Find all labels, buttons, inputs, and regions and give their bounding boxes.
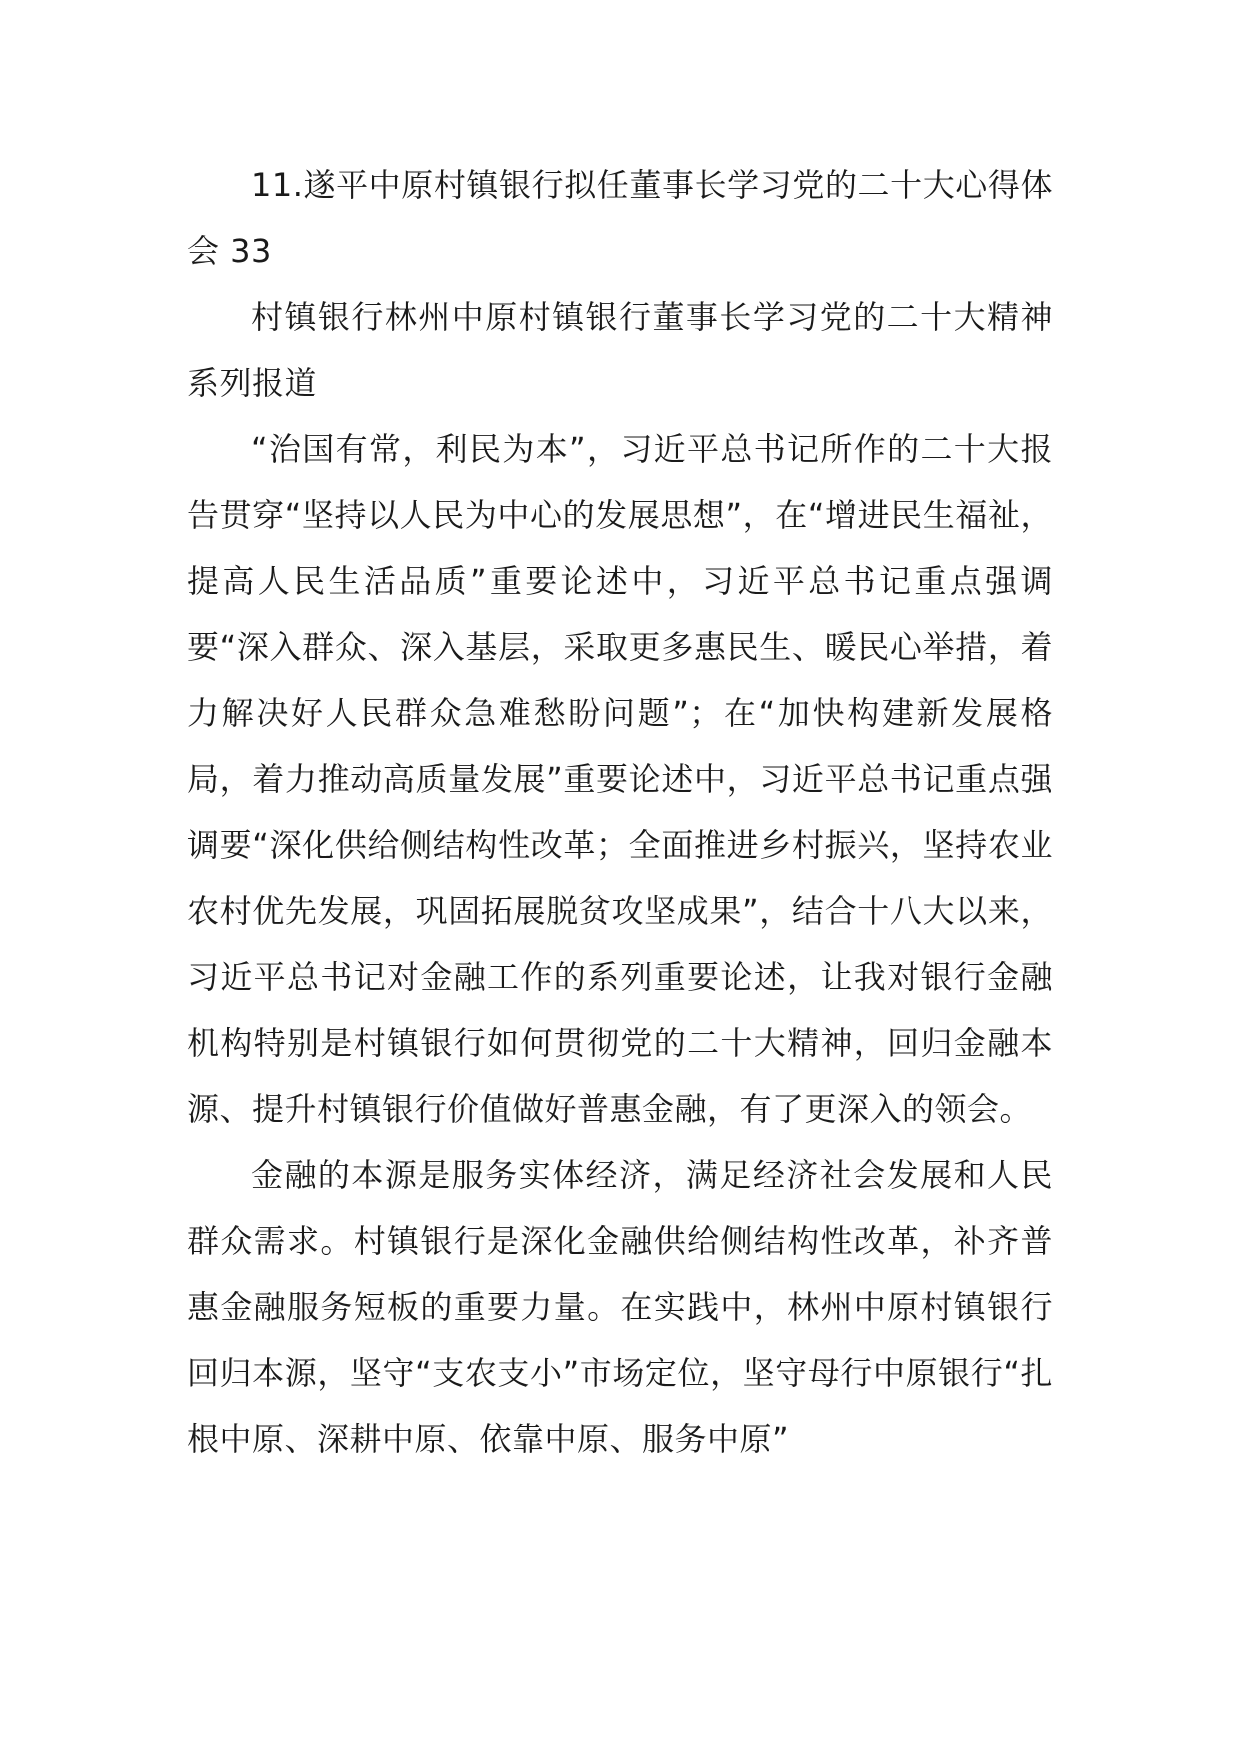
body-paragraph: “治国有常，利民为本”，习近平总书记所作的二十大报告贯穿“坚持以人民为中心的发展思想”，在“增进民生福祉，提高人民生活品质”重要论述中，习近平总书记重点强调要“深入群众、深入基层，采取更多惠民生、暖民心举措，着力解决好人民群众急难愁盼问题”；在“加快构建新发展格局，着力推动高质量发展”重要论述中，习近平总书记重点强调要“深化供给侧结构性改革；全面推进乡村振兴，坚持农业农村优先发展，巩固拓展脱贫攻坚成果”，结合十八大以来，习近平总书记对金融工作的系列重要论述，让我对银行金融机构特别是村镇银行如何贯彻党的二十大精神，回归金融本源、提升村镇银行价值做好普惠金融，有了更深入的领会。 [187,430,1053,1128]
document-page [187,152,1053,1472]
report-title-paragraph: 村镇银行林州中原村镇银行董事长学习党的二十大精神系列报道 [187,298,1053,402]
toc-entry-paragraph: 11.遂平中原村镇银行拟任董事长学习党的二十大心得体会 33 [187,166,1053,270]
body-paragraph: 金融的本源是服务实体经济，满足经济社会发展和人民群众需求。村镇银行是深化金融供给侧结构性改革，补齐普惠金融服务短板的重要力量。在实践中，林州中原村镇银行回归本源，坚守“支农支小”市场定位，坚守母行中原银行“扎根中原、深耕中原、依靠中原、服务中原” [187,1156,1053,1458]
